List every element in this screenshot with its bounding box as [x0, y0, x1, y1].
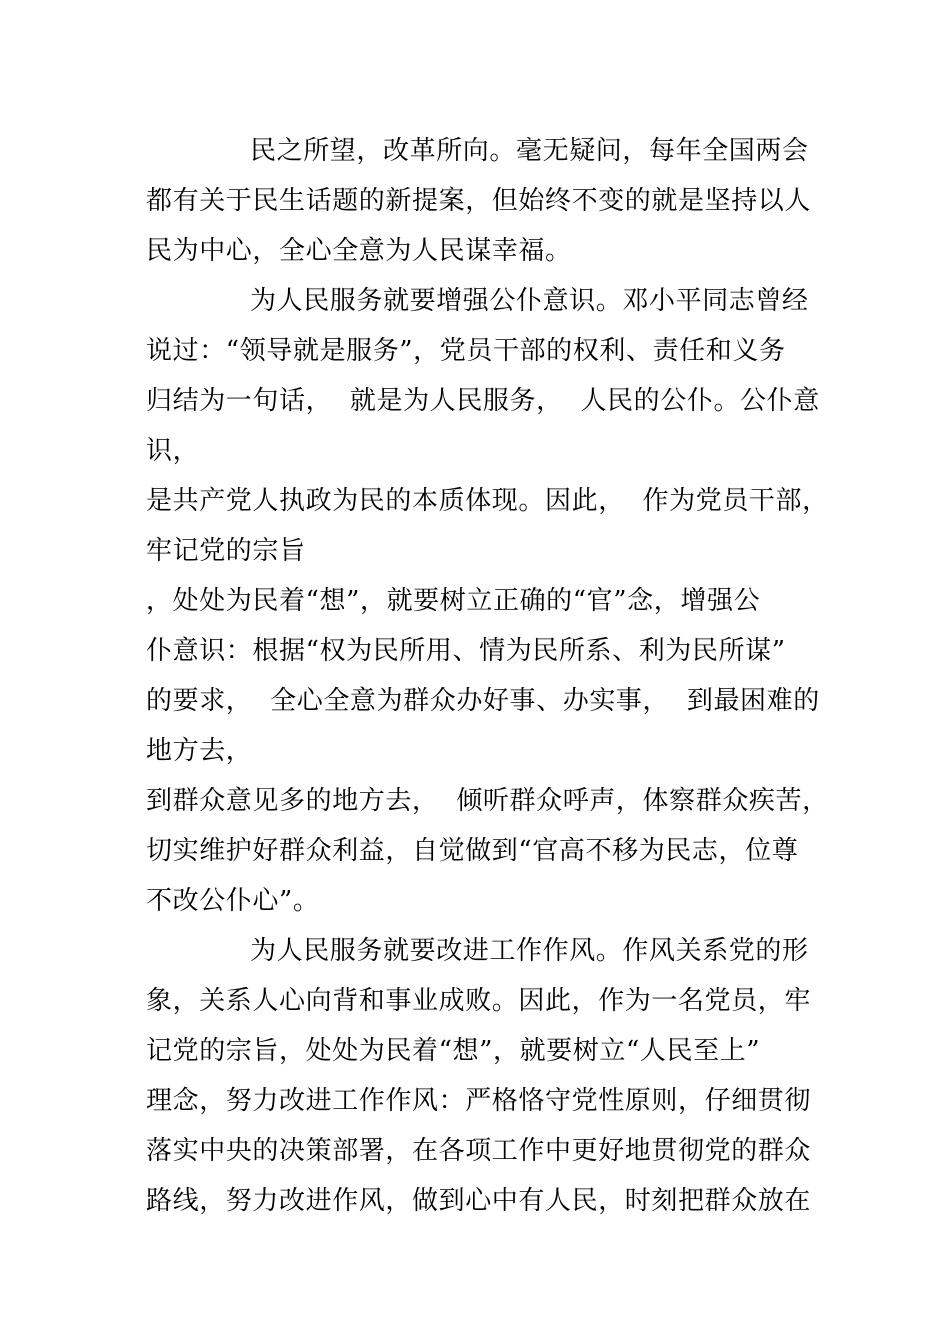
text-line: 归结为一句话， 就是为人民服务， 人民的公仆。公仆意 — [146, 386, 820, 416]
text-line: 理念，努力改进工作作风：严格恪守党性原则，仔细贯彻 — [146, 1086, 812, 1116]
text-line: 说过：“领导就是服务”，党员干部的权利、责任和义务 — [146, 336, 786, 366]
text-line: 的要求， 全心全意为群众办好事、办实事， 到最困难的 — [146, 686, 820, 716]
text-line: 识， — [146, 436, 200, 466]
text-line: 为人民服务就要改进工作作风。作风关系党的形 — [250, 936, 809, 966]
text-line: 地方去， — [146, 736, 253, 766]
text-line: 牢记党的宗旨 — [146, 536, 306, 566]
text-line: 都有关于民生话题的新提案，但始终不变的就是坚持以人 — [146, 186, 812, 216]
text-line: 路线，努力改进作风，做到心中有人民，时刻把群众放在 — [146, 1186, 812, 1216]
text-line: 民为中心，全心全意为人民谋幸福。 — [146, 236, 572, 266]
text-line: 落实中央的决策部署，在各项工作中更好地贯彻党的群众 — [146, 1136, 812, 1166]
text-line: 民之所望，改革所向。毫无疑问，每年全国两会 — [250, 136, 809, 166]
text-line: 记党的宗旨，处处为民着“想”，就要树立“人民至上” — [146, 1036, 761, 1066]
text-line: 切实维护好群众利益，自觉做到“官高不移为民志，位尊 — [146, 836, 799, 866]
text-line: 仆意识：根据“权为民所用、情为民所系、利为民所谋” — [146, 636, 786, 666]
text-line: ，处处为民着“想”，就要树立正确的“官”念，增强公 — [146, 586, 761, 616]
text-line: 是共产党人执政为民的本质体现。因此， 作为党员干部， — [146, 486, 829, 516]
text-line: 为人民服务就要增强公仆意识。邓小平同志曾经 — [250, 286, 809, 316]
text-line: 不改公仆心”。 — [146, 886, 320, 916]
text-line: 到群众意见多的地方去， 倾听群众呼声，体察群众疾苦， — [146, 786, 829, 816]
text-line: 象，关系人心向背和事业成败。因此，作为一名党员，牢 — [146, 986, 812, 1016]
